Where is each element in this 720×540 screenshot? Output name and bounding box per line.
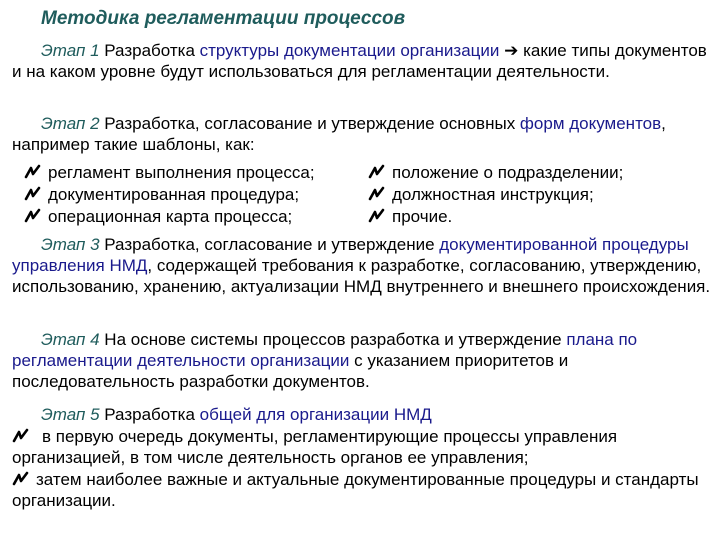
stage-1-text-2: какие типы документов и на каком уровне будут использоваться для регламентации деятельности. [12,41,707,81]
bullet-item: регламент выполнения процесса; [24,162,315,183]
stage-1-label: Этап 1 [41,41,100,60]
stage-2-text: Разработка, согласование и утверждение основных [99,114,520,133]
stage-2-paragraph [12,113,712,155]
bullet-item: документированная процедура; [24,184,299,205]
bullet-item: должностная инструкция; [368,184,594,205]
stage-3-label: Этап 3 [41,235,100,254]
squiggle-bullet-icon [368,186,386,202]
stage-1-highlight: структуры документации организации [199,41,500,60]
stage-4-text-2: с указанием приоритетов и последовательность разработки документов. [12,351,569,391]
bullet-item: положение о подразделении; [368,162,623,183]
squiggle-bullet-icon [12,471,30,487]
squiggle-bullet-icon [368,164,386,180]
stage-4-highlight: плана по регламентации деятельности организации [12,330,638,370]
squiggle-bullet-icon [24,164,42,180]
squiggle-bullet-icon [24,186,42,202]
stage-4-label: Этап 4 [41,330,100,349]
stage-5-label: Этап 5 [41,405,100,424]
stage-5-bullet-2: затем наиболее важные и актуальные документированные процедуры и стандарты организации. [12,470,699,510]
stage-4-paragraph [12,329,712,392]
bullet-item: операционная карта процесса; [24,206,292,227]
squiggle-bullet-icon [12,428,30,444]
page-title: Методика регламентации процессов [41,8,406,29]
squiggle-bullet-icon [368,208,386,224]
stage-3-text: Разработка, согласование и утверждение [99,235,440,254]
stage-2-text-2: , например такие шаблоны, как: [12,114,666,154]
stage-5-paragraph [12,404,712,425]
stage-4-text: На основе системы процессов разработка и утверждение [99,330,567,349]
stage-2-label: Этап 2 [41,114,100,133]
stage-3-text-2: , содержащей требования к разработке, согласованию, утверждению, использованию, хранению, актуализации НМД внутреннего и внешнего происхождения. [12,256,711,296]
stage-2-highlight: форм документов [519,114,662,133]
stage-5-bullet-1: в первую очередь документы, регламентирующие процессы управления организацией, в том числе деятельность органов ее управления; [12,427,618,467]
arrow-right-icon: ➔ [499,41,524,60]
stage-5-highlight: общей для организации НМД [199,405,432,424]
stage-3-paragraph [12,234,712,297]
stage-3-highlight: документированной процедуры управления НМД [12,235,689,275]
bullet-item: прочие. [368,206,452,227]
stage-5-text: Разработка [99,405,200,424]
stage-1-text: Разработка [99,41,200,60]
stage-1-paragraph [12,40,712,82]
squiggle-bullet-icon [24,208,42,224]
